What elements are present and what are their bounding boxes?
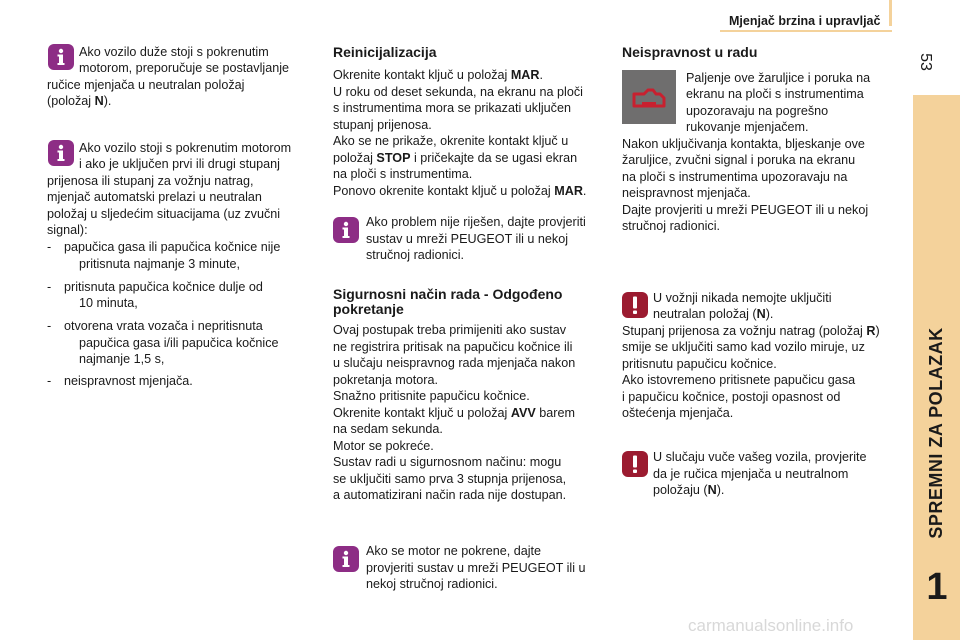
- warning-line: neutralan položaj (N).: [653, 307, 774, 321]
- warning-line: Ako istovremeno pritisnete papučicu gasa: [622, 373, 856, 387]
- body-line: Ponovo okrenite kontakt ključ u položaj MAR.: [333, 184, 587, 198]
- bullet-line: 10 minuta,: [79, 296, 138, 310]
- section-title: Sigurnosni način rada - Odgođeno: [333, 286, 563, 302]
- section-title: Reinicijalizacija: [333, 44, 437, 60]
- note-line: prijenosa ili stupanj za vožnju natrag,: [47, 174, 254, 188]
- header-rule-horizontal: [720, 30, 892, 32]
- body-line: neispravnost mjenjača.: [622, 186, 751, 200]
- body-line: Sustav radi u sigurnosnom načinu: mogu: [333, 455, 562, 469]
- bullet-dash: -: [47, 319, 52, 333]
- warning-line: i papučicu kočnice, postoji opasnost od: [622, 390, 841, 404]
- note-line: položaj u sljedećim situacijama (uz zvučni: [47, 207, 281, 221]
- section-title: Neispravnost u radu: [622, 44, 758, 60]
- warning-line: položaju (N).: [653, 483, 725, 497]
- body-line: ne registrira pritisak na papučicu kočnice ili: [333, 340, 573, 354]
- body-line: Motor se pokreće.: [333, 439, 434, 453]
- bullet-line: papučica gasa ili papučica kočnice nije: [64, 240, 281, 254]
- body-line: na ploči s instrumentima upozoravaju na: [622, 170, 848, 184]
- bullet-dash: -: [47, 374, 52, 388]
- body-line: s instrumentima mora se prikazati uključen: [333, 101, 571, 115]
- watermark: carmanualsonline.info: [688, 616, 854, 635]
- warning-icon: [622, 451, 648, 477]
- body-line: žaruljice, zvučni signal i poruka na ekranu: [622, 153, 856, 167]
- warning-line: Stupanj prijenosa za vožnju natrag (položaj R): [622, 324, 880, 338]
- bullet-line: najmanje 1,5 s,: [79, 352, 165, 366]
- note-line: Ako se motor ne pokrene, dajte: [366, 544, 542, 558]
- body-line: rukovanje mjenjačem.: [686, 120, 809, 134]
- section-title: pokretanje: [333, 301, 404, 317]
- warning-line: da je ručica mjenjača u neutralnom: [653, 467, 849, 481]
- gearbox-warning-lamp-icon: [622, 70, 676, 124]
- note-line: (položaj N).: [47, 94, 112, 108]
- info-icon: [333, 217, 359, 243]
- warning-line: U vožnji nikada nemojte uključiti: [653, 291, 832, 305]
- note-line: Ako vozilo duže stoji s pokrenutim: [79, 45, 269, 59]
- header-rule-vertical: [889, 0, 892, 26]
- body-line: Okrenite kontakt ključ u položaj AVV barem: [333, 406, 575, 420]
- body-line: na ploči s instrumentima.: [333, 167, 473, 181]
- note-line: stručnoj radionici.: [366, 248, 464, 262]
- body-line: Paljenje ove žaruljice i poruka na: [686, 71, 871, 85]
- warning-line: pritisnutu papučicu kočnice.: [622, 357, 777, 371]
- warning-line: smije se uključiti samo kad vozilo miruje, uz: [622, 340, 865, 354]
- note-line: signal):: [47, 223, 88, 237]
- bullet-dash: -: [47, 240, 52, 254]
- bullet-line: pritisnuta najmanje 3 minute,: [79, 257, 241, 271]
- info-icon: [48, 44, 74, 70]
- warning-line: oštećenja mjenjača.: [622, 406, 734, 420]
- body-line: stupanj prijenosa.: [333, 118, 432, 132]
- bullet-dash: -: [47, 280, 52, 294]
- body-line: na sedam sekunda.: [333, 422, 443, 436]
- page-number: 53: [917, 53, 934, 71]
- bullet-line: otvorena vrata vozača i nepritisnuta: [64, 319, 263, 333]
- note-line: i ako je uključen prvi ili drugi stupanj: [79, 157, 280, 171]
- warning-line: U slučaju vuče vašeg vozila, provjerite: [653, 450, 867, 464]
- chapter-number: 1: [926, 566, 948, 608]
- body-line: a automatizirani način rada nije dostupan.: [333, 488, 567, 502]
- info-icon: [333, 546, 359, 572]
- body-line: položaj STOP i pričekajte da se ugasi ekran: [333, 151, 578, 165]
- chapter-title: SPREMNI ZA POLAZAK: [926, 327, 946, 539]
- warning-icon: [622, 292, 648, 318]
- body-line: U roku od deset sekunda, na ekranu na ploči: [333, 85, 583, 99]
- note-line: Ako problem nije riješen, dajte provjeriti: [366, 215, 586, 229]
- note-line: provjeriti sustav u mreži PEUGEOT ili u: [366, 561, 586, 575]
- body-line: stručnoj radionici.: [622, 219, 720, 233]
- note-line: Ako vozilo stoji s pokrenutim motorom: [79, 141, 292, 155]
- body-line: Nakon uključivanja kontakta, bljeskanje ove: [622, 137, 865, 151]
- note-line: motorom, preporučuje se postavljanje: [79, 61, 290, 75]
- body-line: ekranu na ploči s instrumentima: [686, 87, 864, 101]
- body-line: Dajte provjeriti u mreži PEUGEOT ili u nekoj: [622, 203, 869, 217]
- bullet-line: papučica gasa i/ili papučica kočnice: [79, 336, 279, 350]
- body-line: se uključiti samo prva 3 stupnja prijenosa,: [333, 472, 567, 486]
- body-line: Ovaj postupak treba primijeniti ako sustav: [333, 323, 567, 337]
- body-line: Ako se ne prikaže, okrenite kontakt ključ u: [333, 134, 569, 148]
- body-line: u slučaju neispravnog rada mjenjača nakon: [333, 356, 576, 370]
- body-line: upozoravaju na pogrešno: [686, 104, 829, 118]
- note-line: mjenjač automatski prelazi u neutralan: [47, 190, 262, 204]
- body-line: Okrenite kontakt ključ u položaj MAR.: [333, 68, 543, 82]
- running-header: Mjenjač brzina i upravljač: [729, 14, 881, 28]
- bullet-line: pritisnuta papučica kočnice dulje od: [64, 280, 263, 294]
- note-line: ručice mjenjača u neutralan položaj: [47, 78, 245, 92]
- info-icon: [48, 140, 74, 166]
- body-line: pokretanja motora.: [333, 373, 439, 387]
- body-line: Snažno pritisnite papučicu kočnice.: [333, 389, 530, 403]
- note-line: sustav u mreži PEUGEOT ili u nekoj: [366, 232, 569, 246]
- note-line: nekoj stručnoj radionici.: [366, 577, 498, 591]
- bullet-line: neispravnost mjenjača.: [64, 374, 193, 388]
